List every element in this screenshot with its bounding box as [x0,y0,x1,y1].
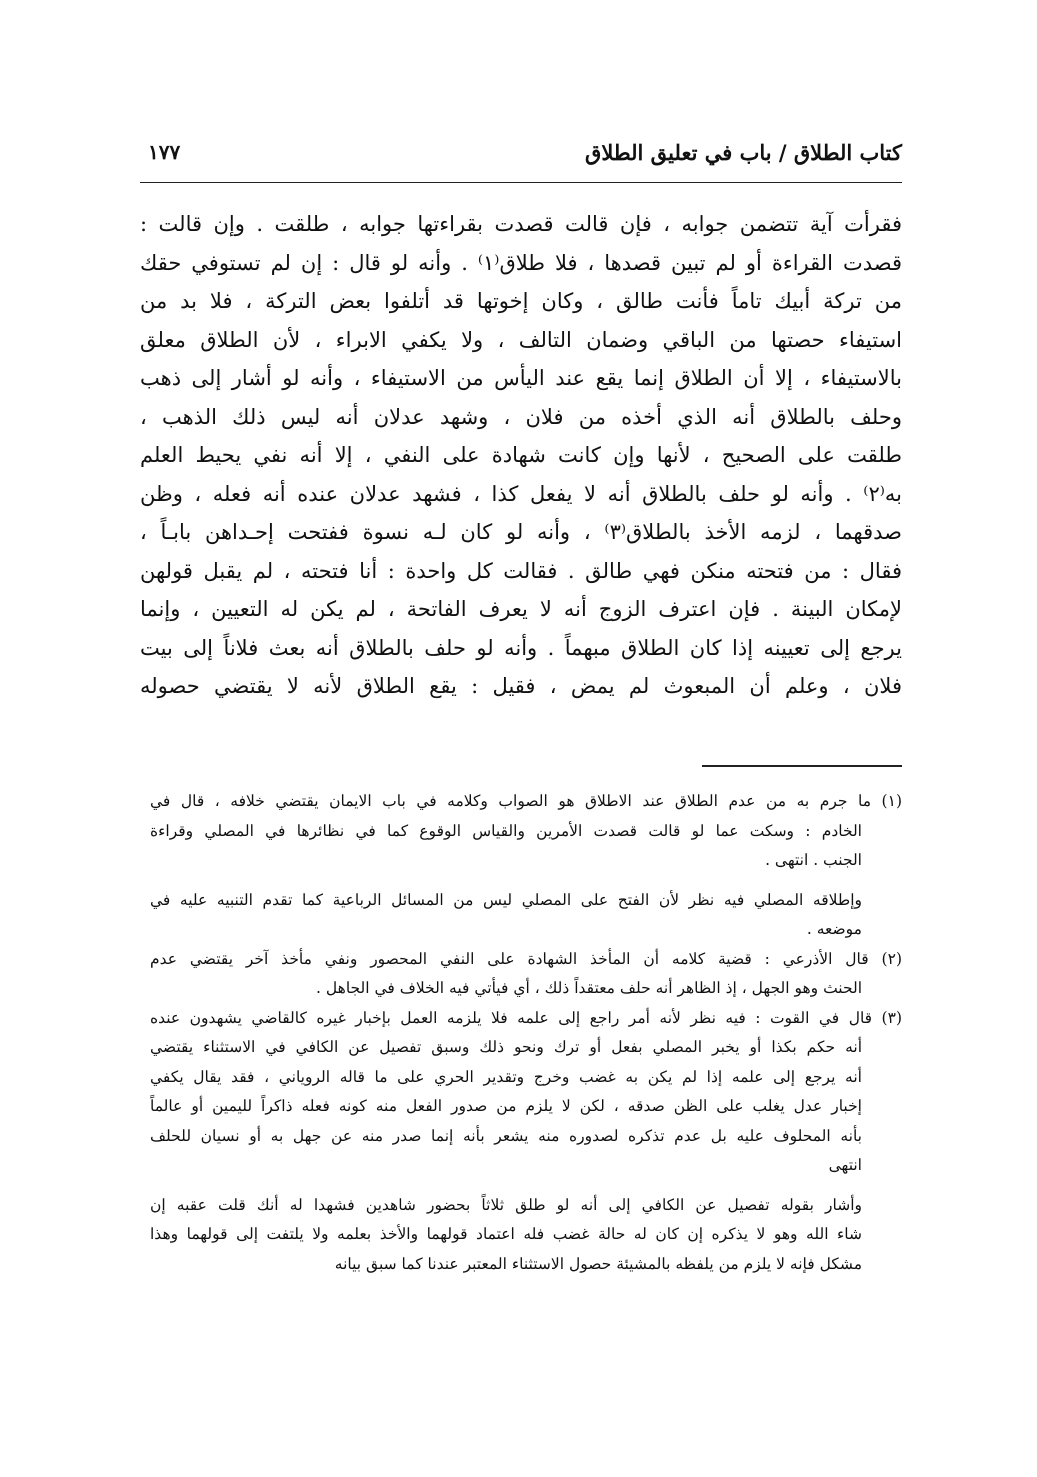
footnote-line: وأشار بقوله تفصيل عن الكافي إلى أنه لو طلق ثلاثاً بحضور شاهدين فشهدا له أنك قلت عقبه إن [150,1195,862,1214]
text-line: فلان ، وعلم أن المبعوث لم يمض ، فقيل : يقع الطلاق لأنه لا يقتضي حصوله [140,674,902,698]
footnote-line: (٢) قال الأذرعي : قضية كلامه أن المأخذ الشهادة على النفي المحصور ونفي مأخذ آخر يقتضي عدم [150,949,902,968]
footnote-line: أنه حكم بكذا أو يخبر المصلي بفعل أو ترك ونحو ذلك وسبق تفصيل عن الكافي في الاستثناء يقتضي [150,1038,862,1056]
footnote-line: وإطلاقه المصلي فيه نظر لأن الفتح على المصلي ليس من المسائل الرباعية كما تقدم التنبيه عليه في [150,890,862,909]
footnote-line: (٣) قال في القوت : فيه نظر لأنه أمر راجع إلى علمه فلا يلزمه العمل بإخبار غيره كالقاضي يشهدون عنده [150,1008,902,1027]
header-rule [140,182,902,183]
footnote-2 [150,945,902,1004]
chapter-title: كتاب الطلاق / باب في تعليق الطلاق [585,140,902,165]
text-line: بالاستيفاء ، إلا أن الطلاق إنما يقع عند اليأس من الاستيفاء ، وأنه لو أشار إلى ذهب [140,366,902,390]
footnote-line: موضعه . [806,920,862,938]
footnote-line: الجنب . انتهى . [765,851,862,869]
footnote-line: شاء الله وهو لا يذكره إن كان له حالة غضب فله اعتماد قولهما والأخذ بعلمه ولا يلتفت إلى قولهما وهذا [150,1225,862,1243]
footnote-1-continuation [150,886,902,945]
footnote-line: إخبار عدل يغلب على الظن صدقه ، لكن لا يلزم من صدور الفعل منه كونه فعله ذاكراً لليمين أو عالماً [150,1097,862,1115]
text-line: طلقت على الصحيح ، لأنها وإن كانت شهادة على النفي ، إلا أنه نفي يحيط العلم [140,443,902,467]
text-line: وحلف بالطلاق أنه الذي أخذه من فلان ، وشهد عدلان أنه ليس ذلك الذهب ، [140,404,902,429]
footnote-1 [150,787,902,876]
footnote-3-continuation [150,1191,902,1280]
text-line: لإمكان البينة . فإن اعترف الزوج أنه لا يعرف الفاتحة ، لم يكن له التعيين ، وإنما [140,597,902,621]
text-line: استيفاء حصتها من الباقي وضمان التالف ، ولا يكفي الابراء ، لأن الطلاق معلق [140,327,902,352]
footnote-separator [702,765,902,767]
footnote-line: مشكل فإنه لا يلزم من يلفظه بالمشيئة حصول الاستثناء المعتبر عندنا كما سبق بيانه [334,1254,862,1273]
footnote-line: (١) ما جرم به من عدم الطلاق عند الاطلاق هو الصواب وكلامه في باب الايمان يقتضي خلافه ، قال في [150,792,902,810]
footnote-line: الحنث وهو الجهل ، إذ الظاهر أنه حلف معتقداً ذلك ، أي فيأتي فيه الخلاف في الجاهل . [316,979,862,997]
text-line: صدقهما ، لزمه الأخذ بالطلاق⁽٣⁾ ، وأنه لو كان لـه نسوة ففتحت إحـداهن بابـاً ، [140,520,902,544]
main-text [140,205,902,706]
text-line: يرجع إلى تعيينه إذا كان الطلاق مبهماً . وأنه لو حلف بالطلاق أنه بعث فلاناً إلى بيت [140,635,902,660]
text-line: من تركة أبيك تاماً فأنت طالق ، وكان إخوتها قد أتلفوا بعض التركة ، فلا بد من [140,289,902,313]
footnote-line: بأنه المحلوف عليه بل عدم تذكره لصدوره منه يشعر بأنه إنما صدر منه عن جهل به أو نسيان للحلف [150,1126,862,1145]
text-line: به⁽٢⁾ . وأنه لو حلف بالطلاق أنه لا يفعل كذا ، فشهد عدلان عنده أنه فعله ، وظن [140,481,902,506]
page-number: ١٧٧ [148,140,181,164]
running-header [140,140,902,176]
footnote-line: أنه يرجع إلى علمه إذا لم يكن به غضب وخرج وتقدير الحري على ما قاله الروياني ، فقد يقال يكفي [150,1067,862,1086]
text-line: قصدت القراءة أو لم تبين قصدها ، فلا طلاق⁽١⁾ . وأنه لو قال : إن لم تستوفي حقك [140,250,902,275]
footnote-line: انتهى [828,1156,862,1174]
footnotes [150,787,902,1279]
footnote-line: الخادم : وسكت عما لو قالت قصدت الأمرين والقياس الوقوع كما في نظائرها في المصلي وقراءة [150,821,862,840]
text-line: فقال : من فتحته منكن فهي طالق . فقالت كل واحدة : أنا فتحته ، لم يقبل قولهن [140,558,902,583]
text-line: فقرأت آية تتضمن جوابه ، فإن قالت قصدت بقراءتها جوابه ، طلقت . وإن قالت : [140,212,902,236]
footnote-3 [150,1004,902,1181]
